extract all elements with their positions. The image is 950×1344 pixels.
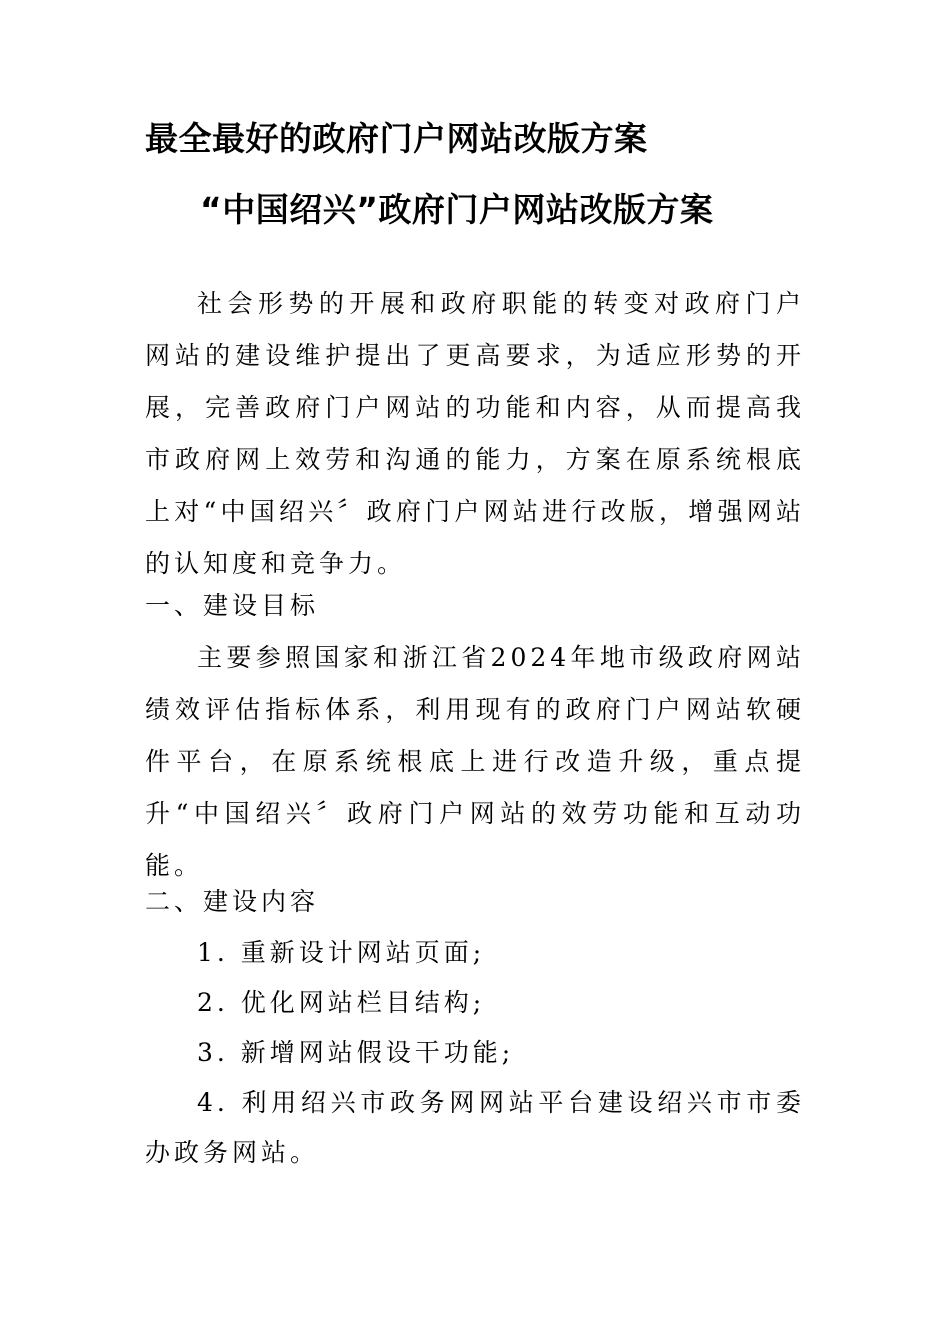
document-title: 最全最好的政府门户网站改版方案 bbox=[145, 119, 648, 158]
section-heading-goals: 一、建设目标 bbox=[145, 591, 320, 620]
section-heading-contents: 二、建设内容 bbox=[145, 887, 320, 916]
intro-paragraph: 社会形势的开展和政府职能的转变对政府门户网站的建设维护提出了更高要求，为适应形势的开展，完善政府门户网站的功能和内容，从而提高我市政府网上效劳和沟通的能力，方案在原系统根底上对“中国绍兴〞政府门户网站进行改版，增强网站的认知度和竞争力。 bbox=[145, 289, 805, 578]
list-item: 4. 利用绍兴市政务网网站平台建设绍兴市市委办政务网站。 bbox=[145, 1088, 805, 1167]
contents-list bbox=[145, 928, 805, 1178]
section-body-goals: 主要参照国家和浙江省2024年地市级政府网站绩效评估指标体系，利用现有的政府门户网站软硬件平台，在原系统根底上进行改造升级，重点提升“中国绍兴〞政府门户网站的效劳功能和互动功能。 bbox=[145, 643, 805, 880]
document-subtitle: “中国绍兴”政府门户网站改版方案 bbox=[200, 190, 714, 229]
list-item: 1. 重新设计网站页面; bbox=[197, 938, 486, 967]
list-item: 3. 新增网站假设干功能; bbox=[197, 1038, 515, 1067]
list-item: 2. 优化网站栏目结构; bbox=[197, 988, 486, 1017]
